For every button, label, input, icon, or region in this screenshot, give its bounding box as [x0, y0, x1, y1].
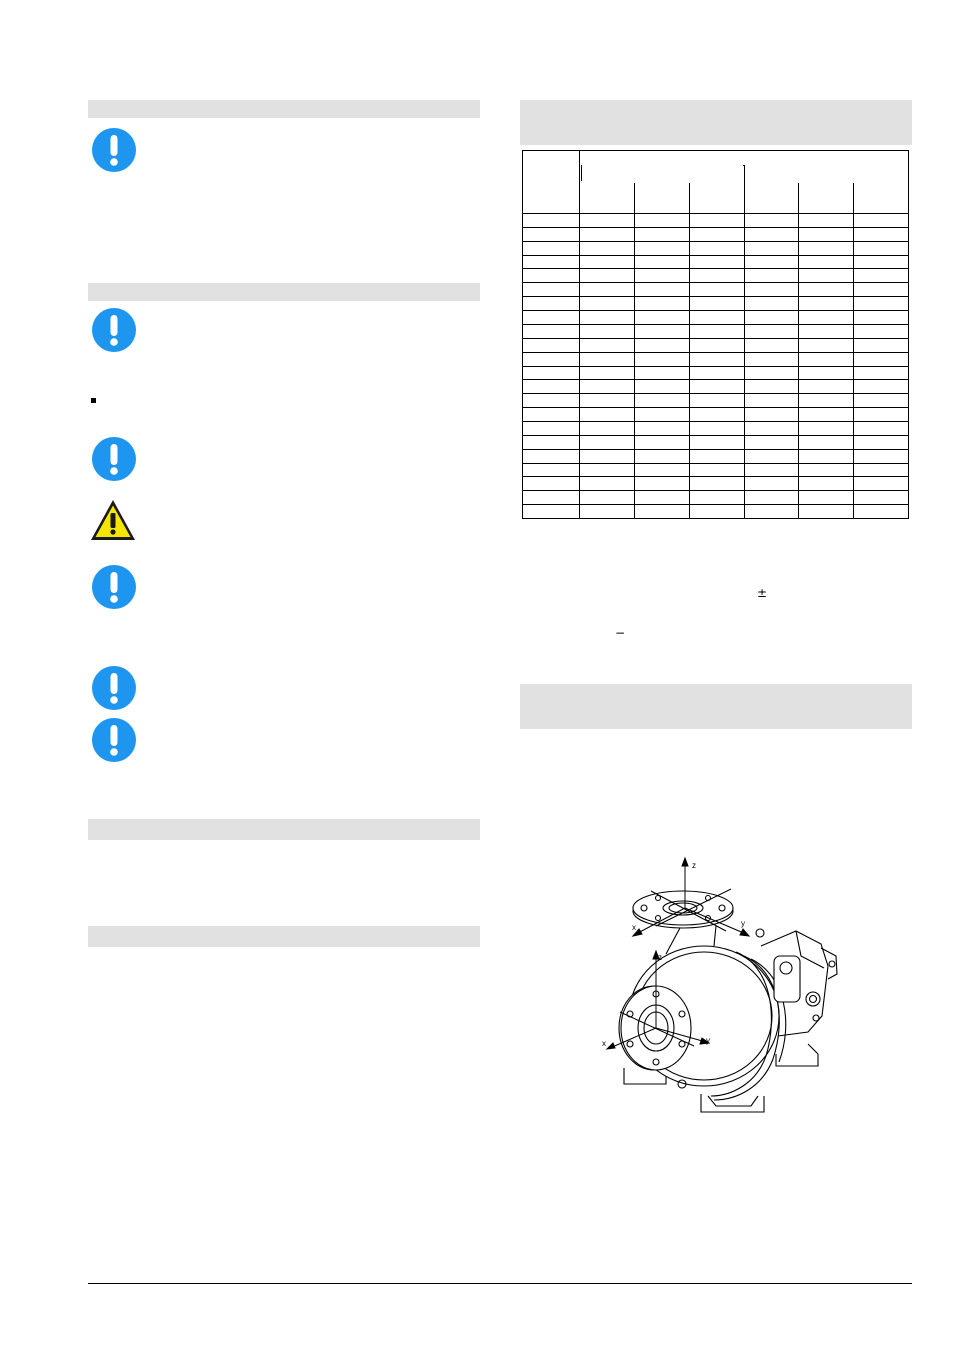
table-row-line [523, 352, 908, 353]
table-row-line [523, 255, 908, 256]
table-row-line [523, 213, 908, 214]
table-row-line [523, 366, 908, 367]
table-row-line [523, 379, 908, 380]
axis-label-z-top: z [692, 861, 696, 870]
footer-rule [88, 1283, 912, 1284]
table-column-line [634, 183, 635, 518]
section-header-bar [88, 926, 480, 947]
section-header-bar [88, 283, 480, 301]
table-row-line [523, 338, 908, 339]
table-row-line [523, 421, 908, 422]
table-row-line [523, 463, 908, 464]
table-row-line [523, 241, 908, 242]
table-column-line [853, 183, 854, 518]
table-row-line [523, 490, 908, 491]
load-table [522, 150, 909, 519]
table-row-line [523, 407, 908, 408]
square-bullet [91, 398, 96, 403]
section-header-bar [88, 100, 480, 118]
table-row-line [523, 296, 908, 297]
table-row-line [523, 268, 908, 269]
minus-symbol: − [615, 626, 626, 640]
table-row-line [523, 310, 908, 311]
table-row-line [523, 504, 908, 505]
figure-section-header-bar [520, 684, 912, 729]
section-header-bar [88, 819, 480, 840]
info-exclamation-icon [91, 307, 137, 353]
table-row-line [523, 393, 908, 394]
table-row-line [523, 324, 908, 325]
table-column-line [798, 183, 799, 518]
pump-illustration [596, 856, 846, 1146]
info-exclamation-icon [91, 127, 137, 173]
table-section-header-bar [520, 100, 912, 145]
info-exclamation-icon [91, 436, 137, 482]
table-row-line [523, 449, 908, 450]
info-exclamation-icon [91, 717, 137, 763]
info-exclamation-icon [91, 665, 137, 711]
table-column-line [744, 165, 745, 518]
table-row-line [743, 165, 745, 166]
table-column-line [581, 165, 582, 181]
axis-label-y-top: y [741, 919, 745, 928]
axis-label-x-front: x [602, 1039, 606, 1048]
table-row-line [523, 227, 908, 228]
axis-label-x-top: x [632, 923, 636, 932]
axis-label-z-front: z [658, 953, 662, 962]
table-row-line [523, 282, 908, 283]
table-row-line [523, 435, 908, 436]
table-column-line [689, 183, 690, 518]
info-exclamation-icon [91, 564, 137, 610]
table-row-line [523, 476, 908, 477]
warning-triangle-icon [89, 498, 137, 542]
plus-minus-symbol: ± [757, 586, 768, 600]
axis-label-y-front: y [706, 1036, 710, 1045]
